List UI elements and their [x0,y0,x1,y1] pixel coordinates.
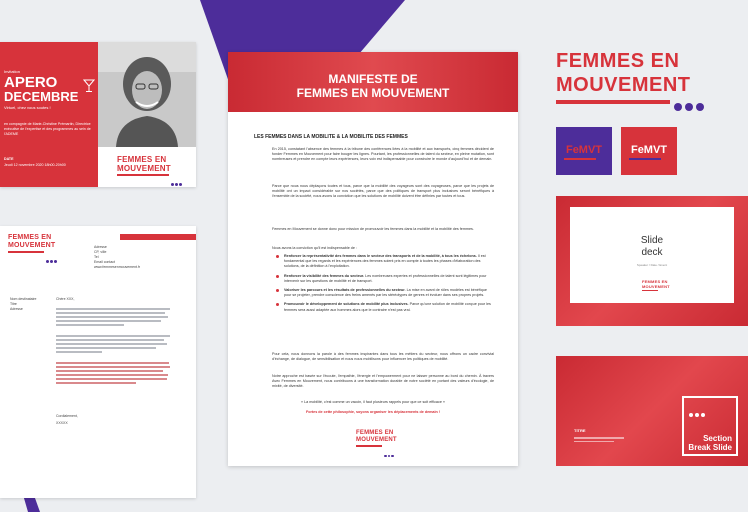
letter-page [0,226,196,498]
letter-greeting: Chère XXX, [56,297,75,301]
slide-deck-title-2: deck [641,247,663,258]
manifesto-bullets [276,254,492,317]
brand-logo-line1: FEMMES EN [556,50,680,72]
manifesto-bullet [276,274,492,284]
brand-mark-purple-text: FeMVT [565,144,603,156]
manifesto-logo-line2: MOUVEMENT [356,437,397,443]
slide-deck-title-1: Slide [640,235,664,246]
invitation-logo-bar [117,174,169,176]
invitation-title-2: DECEMBRE [4,89,79,104]
letter-signature: XXXXX [56,421,68,425]
slide-deck-inner [570,207,734,303]
letter-closing: Cordialement, [56,414,78,418]
invitation-body: en compagnie de Marie-Christine Prémartin, Directrice exécutive de l'expertise et des programmes au sein de l'ADEME [4,122,91,136]
letter-logo-bar [8,251,44,253]
letter-recipient-line: Titre [10,302,17,306]
manifesto-closing: Fortes de cette philosophie, soyons organiser les déplacements de demain ! [305,410,441,414]
brand-logo-dots [674,98,704,116]
manifesto-bullet [276,254,492,270]
bullet-text: La mise en avant de rôles modèles est bénéfique pour se projeter, prendre conscience des freins amenés par les stéréotypes de genres et évoluer dans ses propres projets. [284,288,487,298]
manifesto-logo-bar [356,445,382,447]
bullet-bold: Renforcer la représentativité des femmes dans le secteur des transports et de la mobilité, à tous les échelons. [284,254,477,258]
section-title-1: Section [703,434,732,443]
section-title-2: Break Slide [688,443,732,452]
invitation-date-label: DATE [4,157,14,161]
invitation-subtitle: Virtuel, chez vous soutes ! [4,105,51,110]
bullet-bold: Valoriser les parcours et les résultats de professionnelles du secteur. [284,288,406,293]
manifesto-logo-line1: FEMMES EN [356,430,394,436]
manifesto-page [228,52,518,466]
letter-address-line: Tel [94,255,99,259]
letter-recipient [10,297,36,312]
letter-logo-dots [46,250,57,268]
letter-address-line: Email contact [94,260,116,264]
portrait-photo [98,42,196,147]
bullet-bold: Promouvoir le développement de solutions de mobilité plus inclusives. [284,302,409,307]
letter-recipient-line: Adresse [10,307,23,311]
manifesto-paragraph-5: Notre approche est basée sur l'écoute, l'empathie, l'énergie et l'empowerment pour ne laisser personne au bord du chemin. À travers Avec Femmes en Mouvement, nous contribuons à une transformation durable de notre société en portant des valeurs d'écologie, de mixité, de diversité. [272,374,494,389]
slide-deck-logo-2: MOUVEMENT [642,284,670,289]
manifesto-logo-dots [384,444,394,462]
manifesto-paragraph-1: En 2015, constatant l'absence des femmes à la tribune des conférences liées à la mobilité et aux transports, cinq femmes décident de fonder Femmes en Mouvement pour faire bouger les lignes. Pourtant, les professionnelles de talent du secteur, en pleine mutation, sont nombreuses et prendre en compte leurs expériences, leurs voix est indispensable pour construire le monde d'aujourd'hui et de demain. [272,147,494,162]
manifesto-paragraph-2: Parce que nous nous déplaçons toutes et tous, parce que la mobilité des voyageurs sont des voyageuses, parce que les projets de mobilité ont un impact considérable sur nos sociétés, parce que des politiques de transport plus inclusives seront bénéfiques à l'ensemble de la société, nous avons la conviction que les solutions de mobilité doivent être définies par toutes et tous. [272,184,494,199]
manifesto-conviction-intro: Nous avons la conviction qu'il est indispensable de : [272,246,357,250]
section-dots [689,404,705,422]
slide-deck-caption: Speaker / Date / Event [636,263,668,267]
manifesto-paragraph-4: Pour cela, nous donnons la parole à des femmes inspirantes dans tous les métiers du secteur, nous offrons un cadre convivial d'échange, de dialogue, de sensibilisation et nous nous mobilisons pour influencer les politiques de mobilité. [272,352,494,362]
section-break-card [556,356,748,466]
letter-address-line: CP, ville [94,250,107,254]
letter-address-line: Adresse [94,245,107,249]
brand-logo-bar [556,100,670,104]
manifesto-title-line1: MANIFESTE DE [328,72,418,86]
bullet-text: Les nombreuses expertes et professionnelles de talent sont légitimes pour intervenir sur les questions de mobilité et de transport. [284,273,487,283]
invitation-logo-line2: MOUVEMENT [117,164,171,173]
brand-mark-red [621,127,677,175]
invitation-date-value: Jeudi 12 novembre 2020 18h00-20h00 [4,163,66,167]
manifesto-section-heading: LES FEMMES DANS LA MOBILITE & LA MOBILITE DES FEMMES [254,134,408,140]
slide-deck-card [556,196,748,326]
section-small-title: TITRE [574,428,586,433]
letter-address [94,245,140,270]
brand-logo-line2: MOUVEMENT [556,74,691,96]
letter-logo-line1: FEMMES EN [8,234,52,241]
letter-recipient-line: Nom destinataire [10,297,37,301]
bullet-bold: Renforcer la visibilité des femmes du secteur. [284,273,365,278]
manifesto-title-line2: FEMMES EN MOUVEMENT [296,86,450,100]
letter-address-line: www.femmesenmouvement.fr [94,265,141,269]
manifesto-quote: « La mobilité, c'est comme un vaccin, il faut plusieurs rappels pour que ce soit efficace » [301,400,445,404]
slide-deck-logo-1: FEMMES EN [642,279,668,284]
section-box [682,396,738,456]
invitation-title-1: APERO [4,74,58,91]
letter-body-text [56,306,170,386]
invitation-logo-dots [171,173,182,191]
letter-logo-line2: MOUVEMENT [8,242,56,249]
invitation-logo-line1: FEMMES EN [117,155,167,164]
cocktail-icon [83,79,95,93]
manifesto-bullet [276,288,492,298]
invitation-card [0,42,196,187]
bullet-text: Parce qu'une solution de mobilité conçue pour les femmes sera aussi adaptée aux hommes alors que le contraire n'est pas vrai. [284,302,491,312]
invitation-tag: Invitation [4,69,21,74]
letter-header-bar [120,234,196,240]
brand-mark-purple [556,127,612,175]
manifesto-bullet [276,302,492,312]
manifesto-paragraph-3: Femmes en Mouvement se donne donc pour mission de promouvoir les femmes dans la mobilité et la mobilité des femmes. [272,227,474,231]
bullet-text: Il est fondamental que les regards et les expériences des femmes soient pris en compte à toutes les phases d'élaboration des solutions, de la définition à l'exploitation. [284,254,486,269]
brand-mark-red-text: FeMVT [630,144,668,156]
